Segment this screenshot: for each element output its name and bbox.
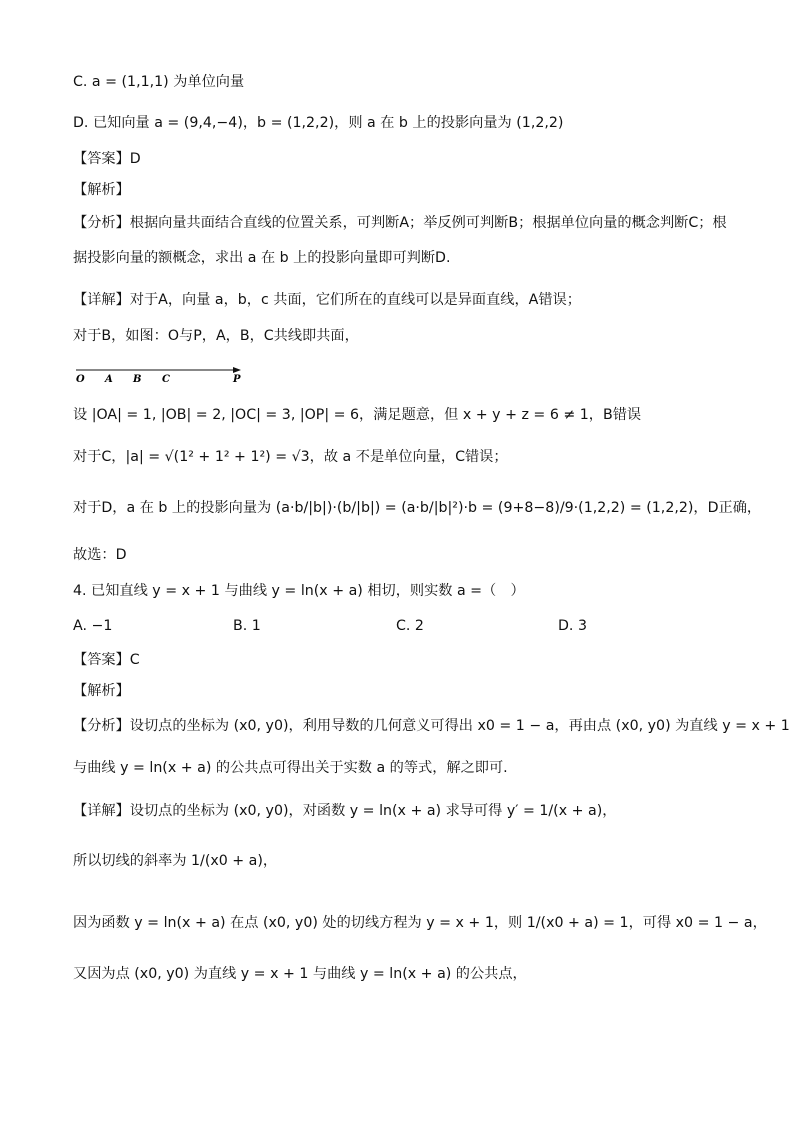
option-c-text: C. a = (1,1,1) 为单位向量 (73, 74, 245, 90)
fenxi-1-a (73, 213, 727, 233)
slope-line (73, 851, 277, 871)
fenxi-1-b (73, 248, 451, 268)
for-c-text: 对于C，|a| = √(1² + 1² + 1²) = √3，故 a 不是单位向量，C错误； (73, 449, 508, 465)
analysis-2-heading (73, 681, 130, 701)
choose-line (73, 545, 127, 565)
option-c: C. 2 (396, 618, 424, 634)
for-d-text: 对于D，a 在 b 上的投影向量为 (a·b/|b|)·(b/|b|) = (a·b/|b|²)·b = (9+8−8)/9·(1,2,2) = (1,2,2)，D正确， (73, 500, 762, 516)
xiangjie-1-text: 【详解】对于A，向量 a，b，c 共面，它们所在的直线可以是异面直线，A错误； (73, 292, 581, 308)
also-line (73, 964, 527, 984)
analysis-2-text: 【解析】 (73, 683, 130, 699)
point-label-p: P (233, 374, 241, 385)
for-d-line (73, 498, 761, 518)
fenxi-2-b-text: 与曲线 y = ln(x + a) 的公共点可得出关于实数 a 的等式，解之即可. (73, 760, 508, 776)
option-a: A. −1 (73, 618, 113, 634)
set-b-text: 设 |OA| = 1, |OB| = 2, |OC| = 3, |OP| = 6，满足题意，但 x + y + z = 6 ≠ 1，B错误 (73, 407, 642, 423)
xiangjie-2-text: 【详解】设切点的坐标为 (x0, y0)，对函数 y = ln(x + a) 求导可得 y′ = 1/(x + a)， (73, 803, 617, 819)
fenxi-2-a-text: 【分析】设切点的坐标为 (x0, y0)，利用导数的几何意义可得出 x0 = 1 − a，再由点 (x0, y0) 为直线 y = x + 1 (73, 718, 790, 734)
fenxi-2-a (73, 716, 790, 736)
fenxi-1-b-text: 据投影向量的额概念，求出 a 在 b 上的投影向量即可判断D. (73, 250, 451, 266)
slope-text: 所以切线的斜率为 1/(x0 + a)， (73, 853, 278, 869)
answer-2-text: 【答案】C (73, 652, 140, 668)
option-d-text: D. 已知向量 a = (9,4,−4)，b = (1,2,2)，则 a 在 b 上的投影向量为 (1,2,2) (73, 115, 564, 131)
arrowhead-icon (233, 367, 241, 373)
answer-1 (73, 149, 141, 169)
question-4-text: 4. 已知直线 y = x + 1 与曲线 y = ln(x + a) 相切，则实数 a =（ ） (73, 583, 525, 599)
analysis-1-heading (73, 180, 130, 200)
point-label-a: A (105, 374, 113, 385)
point-label-b: B (133, 374, 142, 385)
choose-text: 故选：D (73, 547, 127, 563)
because-line (73, 913, 767, 933)
point-label-o: O (76, 374, 85, 385)
xiangjie-1 (73, 290, 581, 310)
answer-2 (73, 650, 140, 670)
option-d: D. 3 (558, 618, 587, 634)
option-c-line (73, 72, 244, 92)
for-c-line (73, 447, 508, 467)
set-b-line (73, 405, 641, 425)
collinear-points-diagram (73, 364, 273, 386)
analysis-1-text: 【解析】 (73, 182, 130, 198)
question-4 (73, 581, 525, 601)
option-b: B. 1 (233, 618, 261, 634)
for-b-text: 对于B，如图：O与P，A，B，C共线即共面， (73, 328, 359, 344)
point-label-c: C (162, 374, 170, 385)
fenxi-2-b (73, 758, 508, 778)
because-text: 因为函数 y = ln(x + a) 在点 (x0, y0) 处的切线方程为 y = x + 1，则 1/(x0 + a) = 1，可得 x0 = 1 − a， (73, 915, 767, 931)
also-text: 又因为点 (x0, y0) 为直线 y = x + 1 与曲线 y = ln(x + a) 的公共点， (73, 966, 527, 982)
fenxi-1-a-text: 【分析】根据向量共面结合直线的位置关系，可判断A；举反例可判断B；根据单位向量的概念判断C；根 (73, 215, 727, 231)
xiangjie-2 (73, 801, 616, 821)
answer-1-text: 【答案】D (73, 151, 141, 167)
for-b-line (73, 326, 359, 346)
option-d-line (73, 113, 563, 133)
